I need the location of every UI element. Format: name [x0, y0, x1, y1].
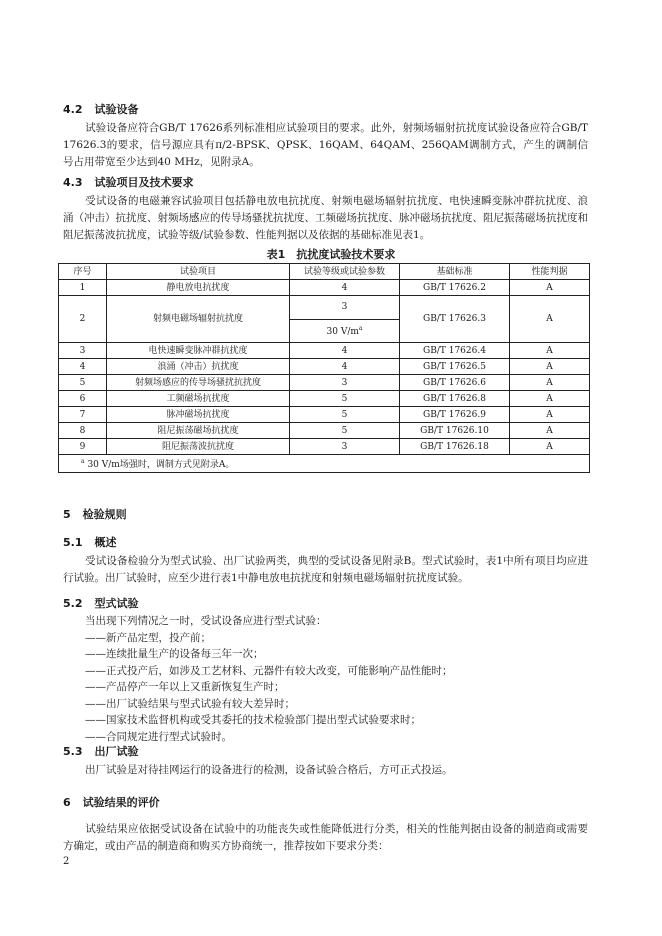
paragraph-4-3: [63, 193, 588, 244]
cell-no: 2: [59, 296, 107, 343]
table-row: [59, 343, 590, 359]
table-row: [59, 280, 590, 296]
level-alt-text: 30 V/m: [326, 327, 359, 338]
cell-level: 5: [290, 391, 400, 407]
paragraph-5-3: [63, 762, 588, 779]
table-note: [59, 455, 590, 473]
cell-standard: GB/T 17626.5: [400, 359, 510, 375]
cell-no: 6: [59, 391, 107, 407]
list-item: ——出厂试验结果与型式试验有较大差异时；: [85, 697, 295, 710]
cell-criterion: A: [510, 391, 590, 407]
list-item: ——连续批量生产的设备每三年一次；: [85, 648, 264, 660]
section-heading-4-3: [63, 174, 194, 190]
table-row: [59, 407, 590, 423]
paragraph-text: 试验结果应依据受试设备在试验中的功能丧失或性能降低进行分类，相关的性能判据由设备的制造商或需要方确定，或由产品的制造商和购买方协商统一，推荐按如下要求分类：: [63, 823, 588, 852]
section-number: 5.2: [63, 597, 83, 610]
section-title: 试验项目及技术要求: [94, 176, 194, 189]
requirements-table: [58, 263, 590, 473]
section-title: 出厂试验: [94, 745, 139, 758]
cell-criterion: A: [510, 423, 590, 439]
paragraph-text: 试验设备应符合GB/T 17626系列标准相应试验项目的要求。此外，射频场辐射抗扰度试验设备应符合GB/T 17626.3的要求，信号源应具有π/2-BPSK、QPSK、16QAM、64QAM、256QAM调制方式，产生的调制信号占用带宽至少达到40 MHz，见附录A。: [63, 122, 588, 168]
section-title: 试验设备: [94, 103, 139, 116]
list-item: ——新产品定型，投产前；: [85, 631, 211, 644]
page-number: 2: [63, 856, 70, 867]
cell-no: 7: [59, 407, 107, 423]
cell-standard: GB/T 17626.18: [400, 439, 510, 455]
cell-item: 阻尼振荡磁场抗扰度: [107, 423, 290, 439]
section-title: 检验规则: [82, 508, 127, 521]
cell-level-alt: [290, 319, 400, 343]
table-row: [59, 375, 590, 391]
list-intro: 当出现下列情况之一时，受试设备应进行型式试验：: [85, 615, 327, 627]
section-title: 概述: [94, 536, 117, 549]
cell-level: 3: [290, 439, 400, 455]
paragraph-5-1: [63, 553, 588, 587]
cell-standard: GB/T 17626.9: [400, 407, 510, 423]
cell-item: 静电放电抗扰度: [107, 280, 290, 296]
table-row: [59, 391, 590, 407]
cell-criterion: A: [510, 439, 590, 455]
section-heading-5-3: [63, 743, 139, 759]
header-no: 序号: [59, 264, 107, 280]
cell-item: 工频磁场抗扰度: [107, 391, 290, 407]
paragraph-4-2: [63, 120, 588, 171]
cell-criterion: A: [510, 359, 590, 375]
list-item: ——产品停产一年以上又重新恢复生产时；: [85, 681, 285, 693]
section-heading-5-1: [63, 534, 117, 550]
cell-level: 4: [290, 280, 400, 296]
header-item: 试验项目: [107, 264, 290, 280]
paragraph-6: [63, 821, 588, 855]
header-standard: 基础标准: [400, 264, 510, 280]
cell-criterion: A: [510, 407, 590, 423]
cell-standard: GB/T 17626.3: [400, 296, 510, 343]
cell-level: 3: [290, 375, 400, 391]
cell-item: 电快速瞬变脉冲群抗扰度: [107, 343, 290, 359]
cell-no: 4: [59, 359, 107, 375]
list-item: ——正式投产后，如涉及工艺材料、元器件有较大改变，可能影响产品性能时；: [85, 664, 453, 677]
header-criterion: 性能判据: [510, 264, 590, 280]
cell-level: 4: [290, 343, 400, 359]
cell-level: 5: [290, 423, 400, 439]
section-number: 5.1: [63, 536, 83, 549]
footnote-mark: a: [81, 458, 85, 465]
cell-criterion: A: [510, 280, 590, 296]
section-number: 6: [63, 796, 71, 809]
cell-item: 射频电磁场辐射抗扰度: [107, 296, 290, 343]
table-row: [59, 423, 590, 439]
header-level: 试验等级或试验参数: [290, 264, 400, 280]
cell-level: 3: [290, 296, 400, 320]
cell-criterion: A: [510, 375, 590, 391]
table-row: [59, 296, 590, 320]
section-title: 试验结果的评价: [82, 796, 160, 809]
paragraph-text: 出厂试验是对待挂网运行的设备进行的检测，设备试验合格后，方可正式投运。: [85, 764, 453, 776]
paragraph-text: 受试设备的电磁兼容试验项目包括静电放电抗扰度、射频电磁场辐射抗扰度、电快速瞬变脉冲群抗扰度、浪涌（冲击）抗扰度、射频场感应的传导场骚扰抗扰度、工频磁场抗扰度、脉冲磁场抗扰度、阻尼振荡磁场抗扰度和阻尼振荡波抗扰度，试验等级/试验参数、性能判据以及依据的基础标准见表1。: [63, 195, 588, 241]
section-heading-5-2: [63, 595, 139, 611]
list-item: ——合同规定进行型式试验时。: [85, 730, 232, 743]
cell-item: 浪涌（冲击）抗扰度: [107, 359, 290, 375]
cell-no: 9: [59, 439, 107, 455]
section-title: 型式试验: [94, 597, 139, 610]
section-number: 4.2: [63, 103, 83, 116]
cell-no: 1: [59, 280, 107, 296]
section-number: 5.3: [63, 745, 83, 758]
section-heading-5: [63, 506, 127, 522]
cell-no: 3: [59, 343, 107, 359]
cell-standard: GB/T 17626.2: [400, 280, 510, 296]
cell-standard: GB/T 17626.6: [400, 375, 510, 391]
table-row: [59, 439, 590, 455]
section-heading-6: [63, 794, 160, 810]
type-test-conditions: [85, 613, 585, 745]
cell-standard: GB/T 17626.4: [400, 343, 510, 359]
cell-item: 射频场感应的传导场骚扰抗扰度: [107, 375, 290, 391]
cell-no: 5: [59, 375, 107, 391]
section-number: 5: [63, 508, 71, 521]
table-header-row: [59, 264, 590, 280]
cell-level: 4: [290, 359, 400, 375]
cell-item: 阻尼振荡波抗扰度: [107, 439, 290, 455]
table-note-row: [59, 455, 590, 473]
footnote-mark: a: [358, 325, 363, 333]
section-heading-4-2: [63, 101, 139, 117]
paragraph-text: 受试设备检验分为型式试验、出厂试验两类，典型的受试设备见附录B。型式试验时，表1中所有项目均应进行试验。出厂试验时，应至少进行表1中静电放电抗扰度和射频电磁场辐射抗扰度试验。: [63, 555, 588, 584]
cell-no: 8: [59, 423, 107, 439]
table-caption: 表1 抗扰度试验技术要求: [266, 248, 396, 261]
section-number: 4.3: [63, 176, 83, 189]
cell-criterion: A: [510, 296, 590, 343]
cell-standard: GB/T 17626.8: [400, 391, 510, 407]
cell-standard: GB/T 17626.10: [400, 423, 510, 439]
table-row: [59, 359, 590, 375]
cell-item: 脉冲磁场抗扰度: [107, 407, 290, 423]
cell-level: 5: [290, 407, 400, 423]
list-item: ——国家技术监督机构或受其委托的技术检验部门提出型式试验要求时；: [85, 714, 421, 726]
note-text: 30 V/m场强时，调制方式见附录A。: [87, 460, 235, 470]
cell-criterion: A: [510, 343, 590, 359]
